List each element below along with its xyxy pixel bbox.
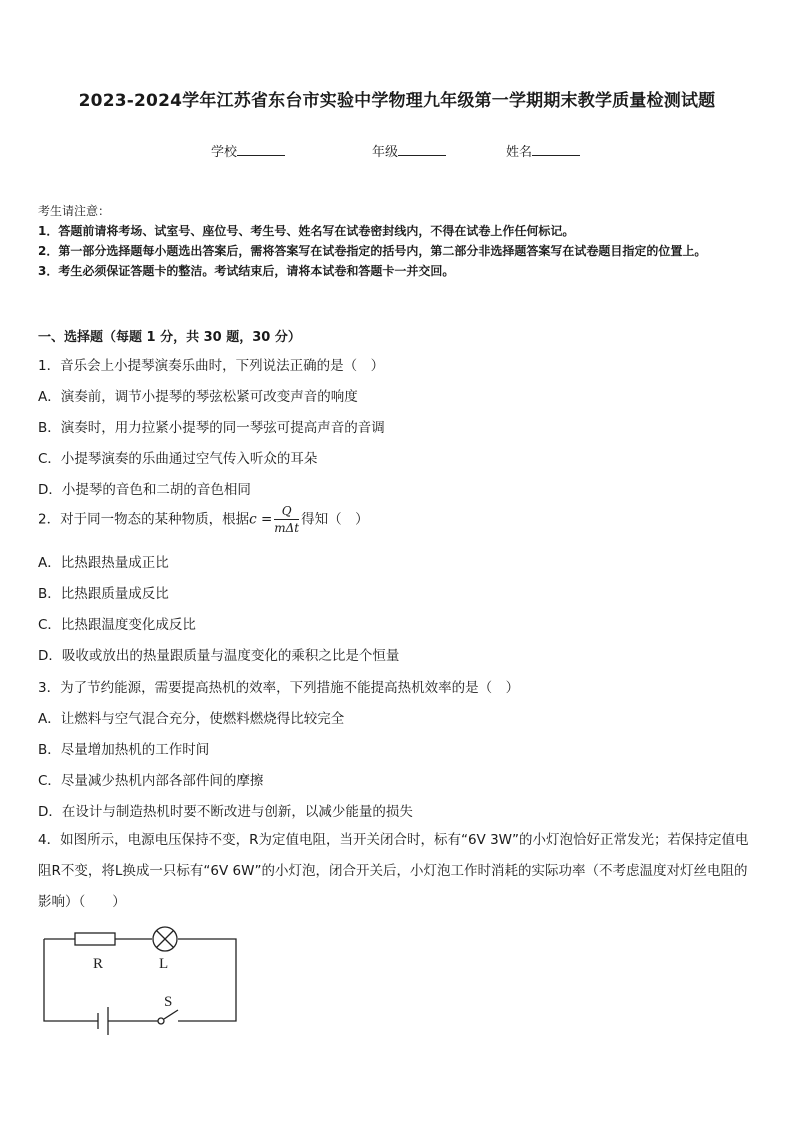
- option-d: D．小提琴的音色和二胡的音色相同: [38, 482, 251, 498]
- option-b: B．演奏时，用力拉紧小提琴的同一琴弦可提高声音的音调: [38, 420, 385, 436]
- stem-prefix: 2．对于同一物态的某种物质，根据: [38, 511, 250, 528]
- option-a: A．让燃料与空气混合充分，使燃料燃烧得比较完全: [38, 711, 345, 727]
- lamp-label: L: [159, 956, 169, 972]
- option-d: D．吸收或放出的热量跟质量与温度变化的乘积之比是个恒量: [38, 648, 400, 664]
- circuit-wires: [44, 939, 236, 1021]
- grade-blank: [398, 142, 446, 156]
- option-a: A．比热跟热量成正比: [38, 555, 169, 571]
- question-stem: 1．音乐会上小提琴演奏乐曲时，下列说法正确的是（ ）: [38, 358, 385, 374]
- name-blank: [532, 142, 580, 156]
- option-b: B．比热跟质量成反比: [38, 586, 169, 602]
- section-title: 一、选择题（每题 1 分，共 30 题，30 分）: [38, 330, 301, 345]
- grade-field: [372, 141, 446, 160]
- lamp-icon: [153, 927, 177, 951]
- resistor-icon: [75, 933, 115, 945]
- option-c: C．尽量减少热机内部各部件间的摩擦: [38, 773, 264, 789]
- formula-denominator: mΔt: [274, 521, 300, 535]
- question-stem: [38, 503, 369, 536]
- name-label: 姓名: [506, 145, 533, 160]
- notice-block: [38, 201, 762, 281]
- question-stem: 3．为了节约能源，需要提高热机的效率，下列措施不能提高热机效率的是（ ）: [38, 680, 520, 696]
- grade-label: 年级: [372, 145, 399, 160]
- resistor-label: R: [93, 956, 104, 972]
- notice-item: 1．答题前请将考场、试室号、座位号、考生号、姓名写在试卷密封线内，不得在试卷上作任何标记。: [38, 224, 575, 238]
- school-field: [211, 141, 285, 160]
- switch-label: S: [164, 994, 173, 1010]
- option-c: C．比热跟温度变化成反比: [38, 617, 196, 633]
- school-blank: [237, 142, 285, 156]
- switch-icon: [158, 1010, 178, 1024]
- battery-icon: [98, 1007, 108, 1035]
- formula-fraction: [274, 503, 299, 536]
- question-stem: 4．如图所示，电源电压保持不变，R为定值电阻，当开关闭合时，标有“6V 3W”的小灯泡恰好正常发光；若保持定值电阻R不变，将L换成一只标有“6V 6W”的小灯泡，闭合开关后，小灯泡工作时消耗的实际功率（不考虑温度对灯丝电阻的影响）（ ）: [38, 832, 749, 910]
- formula-lhs: c =: [249, 511, 273, 528]
- notice-item: 2．第一部分选择题每小题选出答案后，需将答案写在试卷指定的括号内，第二部分非选择题答案写在试卷题目指定的位置上。: [38, 244, 707, 258]
- formula-numerator: Q: [274, 503, 299, 520]
- option-a: A．演奏前，调节小提琴的琴弦松紧可改变声音的响度: [38, 389, 358, 405]
- option-c: C．小提琴演奏的乐曲通过空气传入听众的耳朵: [38, 451, 318, 467]
- stem-suffix: 得知（ ）: [301, 511, 369, 528]
- school-label: 学校: [211, 145, 238, 160]
- notice-item: 3．考生必须保证答题卡的整洁。考试结束后，请将本试卷和答题卡一并交回。: [38, 264, 455, 278]
- notice-heading: 考生请注意：: [38, 204, 111, 218]
- option-b: B．尽量增加热机的工作时间: [38, 742, 210, 758]
- page-title: 2023-2024学年江苏省东台市实验中学物理九年级第一学期期末教学质量检测试题: [78, 91, 716, 111]
- option-d: D．在设计与制造热机时要不断改进与创新，以减少能量的损失: [38, 804, 413, 820]
- name-field: [506, 141, 580, 160]
- circuit-diagram: [38, 922, 248, 1037]
